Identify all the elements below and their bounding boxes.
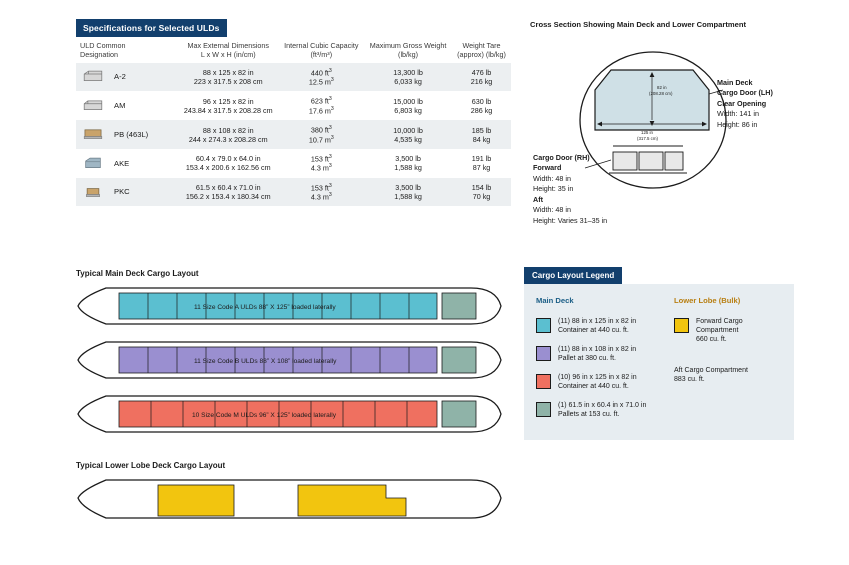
table-row bbox=[76, 91, 511, 120]
uld-dimensions: 88 x 125 x 82 in 223 x 317.5 x 208 cm bbox=[193, 67, 263, 86]
column-header-capacity: Internal Cubic Capacity (ft³/m³) bbox=[284, 41, 359, 59]
uld-gross-weight: 15,000 lb 6,803 kg bbox=[393, 96, 423, 115]
column-header-gross-weight: Maximum Gross Weight (lb/kg) bbox=[369, 41, 447, 59]
uld-dimensions: 61.5 x 60.4 x 71.0 in 156.2 x 153.4 x 180.34 cm bbox=[185, 183, 271, 202]
main-deck-layout-title: Typical Main Deck Cargo Layout bbox=[76, 269, 199, 278]
column-header-tare: Weight Tare (approx) (lb/kg) bbox=[457, 41, 506, 59]
cross-section-section bbox=[530, 20, 830, 29]
lower-deck-diagram bbox=[76, 476, 506, 524]
table-row bbox=[76, 120, 511, 149]
main-deck-row-a-diagram bbox=[76, 284, 506, 330]
legend-swatch-forward-cargo bbox=[674, 318, 689, 333]
uld-pallet-pkc-icon bbox=[76, 178, 110, 207]
main-deck-row-m-label: 10 Size Code M ULDs 96” X 125” loaded laterally bbox=[192, 412, 337, 419]
uld-name: PKC bbox=[114, 187, 130, 197]
lower-deck-layout-title: Typical Lower Lobe Deck Cargo Layout bbox=[76, 461, 226, 470]
uld-capacity: 440 $ft^3$ 12.5 $m^3$ bbox=[308, 67, 334, 87]
uld-container-ake-icon bbox=[76, 149, 110, 178]
uld-tare: 191 lb 87 kg bbox=[471, 154, 492, 173]
cross-section-dim-top-line1: 82 in bbox=[657, 85, 667, 90]
cargo-layout-legend bbox=[524, 265, 794, 440]
column-header-designation: ULD Common Designation bbox=[80, 41, 126, 59]
uld-pallet-pb-icon bbox=[76, 120, 110, 149]
forward-cargo-block bbox=[158, 485, 234, 516]
uld-tare: 185 lb 84 kg bbox=[471, 125, 492, 144]
tail-block-m bbox=[442, 401, 476, 427]
uld-container-a2-icon bbox=[76, 63, 110, 92]
uld-tare: 630 lb 286 kg bbox=[470, 96, 493, 115]
legend-title: Cargo Layout Legend bbox=[524, 267, 622, 284]
legend-main-deck-title: Main Deck bbox=[536, 296, 574, 305]
main-deck-row-a-label: 11 Size Code A ULDs 88” X 125” loaded laterally bbox=[194, 304, 336, 311]
legend-swatch-b bbox=[536, 346, 551, 361]
legend-lower-lobe-title: Lower Lobe (Bulk) bbox=[674, 296, 741, 305]
uld-tare: 476 lb 216 kg bbox=[470, 67, 493, 86]
tail-block-a bbox=[442, 293, 476, 319]
uld-dimensions: 96 x 125 x 82 in 243.84 x 317.5 x 208.28 cm bbox=[183, 96, 273, 115]
tail-block-b bbox=[442, 347, 476, 373]
specifications-table bbox=[76, 40, 511, 206]
column-header-dimensions: Max External Dimensions L x W x H (in/cm) bbox=[187, 41, 270, 59]
specifications-title: Specifications for Selected ULDs bbox=[76, 19, 227, 37]
uld-capacity: 380 $ft^3$ 10.7 $m^3$ bbox=[308, 125, 334, 144]
cargo-door-note: Cargo Door (RH) Forward Width: 48 in Height: 35 in Aft Width: 48 in Height: Varies 31–35 in bbox=[533, 153, 608, 225]
cross-section-dim-bottom-line1: 125 in bbox=[641, 130, 653, 135]
cross-section-dim-top-line2: (208.28 cm) bbox=[649, 91, 673, 96]
uld-capacity: 153 $ft^3$ 4.3 $m^3$ bbox=[310, 182, 332, 202]
uld-tare: 154 lb 70 kg bbox=[471, 183, 492, 202]
uld-gross-weight: 10,000 lb 4,535 kg bbox=[393, 125, 423, 144]
cross-section-dim-bottom-line2: (317.5 cm) bbox=[637, 136, 658, 141]
uld-capacity: 623 $ft^3$ 17.6 $m^3$ bbox=[308, 96, 334, 116]
uld-name: AM bbox=[114, 100, 126, 110]
uld-container-am-icon bbox=[76, 91, 110, 120]
uld-dimensions: 88 x 108 x 82 in 244 x 274.3 x 208.28 cm bbox=[188, 125, 268, 144]
legend-swatch-a bbox=[536, 318, 551, 333]
specifications-section bbox=[76, 18, 511, 206]
main-deck-door-note: Main Deck Cargo Door (LH) Clear Opening Width: 141 in Height: 86 in bbox=[717, 78, 773, 129]
uld-gross-weight: 3,500 lb 1,588 kg bbox=[394, 154, 422, 173]
uld-gross-weight: 13,300 lb 6,033 kg bbox=[393, 67, 423, 86]
main-deck-row-b-diagram bbox=[76, 338, 506, 384]
uld-name: PB (463L) bbox=[114, 129, 149, 139]
cross-section-title: Cross Section Showing Main Deck and Lower Compartment bbox=[530, 20, 747, 29]
table-header-row bbox=[76, 40, 511, 63]
uld-gross-weight: 3,500 lb 1,588 kg bbox=[394, 183, 422, 202]
main-deck-row-b-label: 11 Size Code B ULDs 88” X 108” loaded laterally bbox=[194, 358, 337, 365]
table-row bbox=[76, 63, 511, 92]
uld-dimensions: 60.4 x 79.0 x 64.0 in 153.4 x 200.6 x 162.56 cm bbox=[185, 154, 271, 173]
legend-body: Main Deck Lower Lobe (Bulk) (11) 88 in x 125 in x 82 in Container at 440 cu. ft. (11) 88 in x 108 in x 82 in Pallet at 380 cu. ft. (10) 96 in x 125 in x 82 in Container at 440 cu. ft. (1) 61.5 in x 60.4 in x 71.0 in Pallets at 153 cu. ft. Forward Cargo Compartment 660 cu. ft. Aft Cargo Compartment 883 cu. ft. bbox=[524, 284, 794, 440]
main-deck-row-m-diagram bbox=[76, 392, 506, 438]
uld-name: A-2 bbox=[114, 72, 126, 82]
legend-swatch-m bbox=[536, 374, 551, 389]
legend-swatch-pallet bbox=[536, 402, 551, 417]
table-row bbox=[76, 149, 511, 178]
uld-capacity: 153 $ft^3$ 4.3 $m^3$ bbox=[310, 153, 332, 173]
table-row bbox=[76, 178, 511, 207]
uld-name: AKE bbox=[114, 158, 130, 168]
